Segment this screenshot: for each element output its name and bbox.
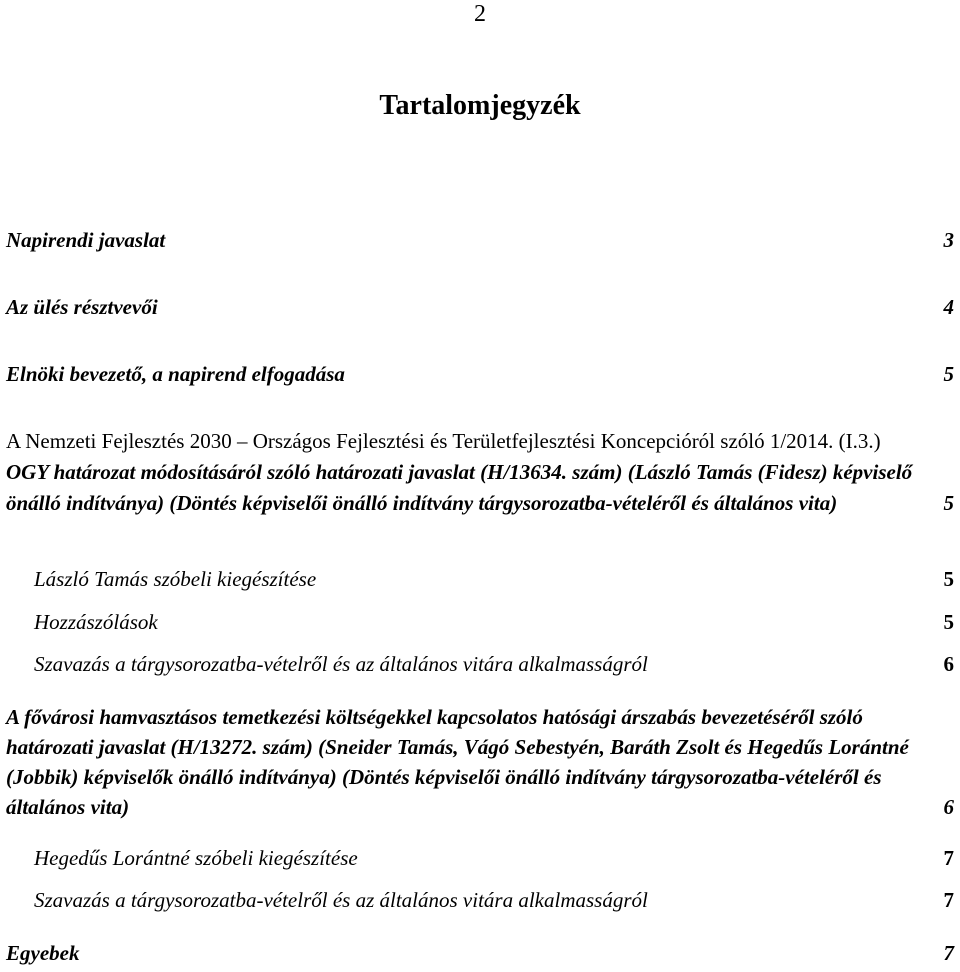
toc-entry-page: 4 bbox=[943, 295, 954, 319]
toc-entry[interactable] bbox=[6, 426, 954, 519]
toc-entry-page: 5 bbox=[943, 362, 954, 386]
toc-entry[interactable] bbox=[6, 359, 954, 389]
toc-entry[interactable] bbox=[6, 225, 954, 255]
toc-entry-page: 5 bbox=[943, 491, 954, 515]
toc-entry-text: Szavazás a tárgysorozatba-vételről és az általános vitára alkalmasságról bbox=[34, 888, 648, 912]
toc-entry-text: Hegedűs Lorántné szóbeli kiegészítése bbox=[34, 846, 358, 870]
toc-entry-text: Egyebek bbox=[6, 941, 80, 965]
toc-entry-text: Elnöki bevezető, a napirend elfogadása bbox=[6, 362, 345, 386]
toc-entry[interactable] bbox=[6, 292, 954, 322]
toc-entry-page: 6 bbox=[943, 652, 954, 676]
toc-entry[interactable] bbox=[34, 843, 954, 873]
toc-entry-text: Napirendi javaslat bbox=[6, 228, 166, 252]
toc-entry-page: 3 bbox=[943, 228, 954, 252]
toc-entry-text: László Tamás szóbeli kiegészítése bbox=[34, 567, 317, 591]
toc-entry-text-lead: A Nemzeti Fejlesztés 2030 – Országos Fejlesztési és Területfejlesztési Koncepcióról szóló 1/2014. (I.3.) bbox=[6, 429, 881, 453]
toc-entry[interactable] bbox=[34, 564, 954, 594]
toc-entry[interactable] bbox=[34, 649, 954, 679]
toc-entry-text: OGY határozat módosításáról szóló határozati javaslat (H/13634. szám) (László Tamás (Fidesz) képviselő önálló indítványa) (Döntés képviselői önálló indítvány tárgysorozatba-vételéről és általános vita) bbox=[6, 460, 913, 515]
page-number: 2 bbox=[474, 1, 486, 27]
toc-entry-page: 5 bbox=[943, 610, 954, 634]
toc-entry[interactable] bbox=[34, 885, 954, 915]
toc-entry-page: 5 bbox=[943, 567, 954, 591]
toc-entry-page: 7 bbox=[943, 846, 954, 870]
page-title: Tartalomjegyzék bbox=[379, 90, 581, 121]
toc-entry[interactable] bbox=[6, 938, 954, 968]
toc-entry[interactable] bbox=[34, 607, 954, 637]
toc-entry-page: 6 bbox=[943, 795, 954, 819]
toc-entry-text: Hozzászólások bbox=[34, 610, 158, 634]
toc-entry-text: A fővárosi hamvasztásos temetkezési költségekkel kapcsolatos hatósági árszabás bevezetéséről szóló határozati javaslat (H/13272. szám) (Sneider Tamás, Vágó Sebestyén, Baráth Zsolt és Hegedűs Lorántné (Jobbik) képviselők önálló indítványa) (Döntés képviselői önálló indítvány tárgysorozatba-vételéről és általános vita) bbox=[6, 705, 909, 819]
toc-entry-page: 7 bbox=[943, 941, 954, 965]
toc-entry-text: Az ülés résztvevői bbox=[6, 295, 158, 319]
toc-entry[interactable] bbox=[6, 702, 954, 822]
toc-entry-text: Szavazás a tárgysorozatba-vételről és az általános vitára alkalmasságról bbox=[34, 652, 648, 676]
toc-entry-page: 7 bbox=[943, 888, 954, 912]
